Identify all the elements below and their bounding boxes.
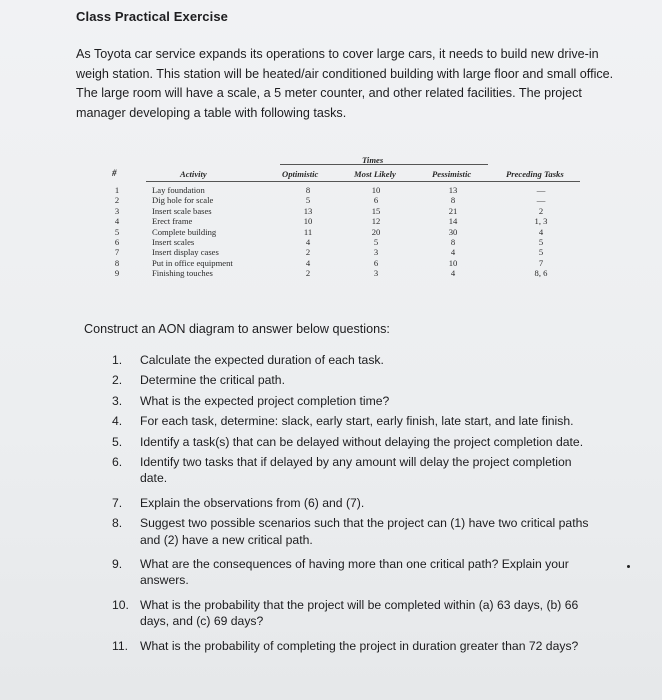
pessimistic-header: Pessimistic xyxy=(432,169,472,179)
row-activity: Insert scale bases xyxy=(152,205,212,216)
page-title: Class Practical Exercise xyxy=(76,9,229,24)
row-preceding: 5 xyxy=(538,247,544,258)
preceding-header: Preceding Tasks xyxy=(506,169,564,179)
row-activity: Dig hole for scale xyxy=(152,195,214,206)
row-preceding: 2 xyxy=(538,205,544,216)
construct-instruction: Construct an AON diagram to answer below questions: xyxy=(84,322,390,336)
row-optimistic: 4 xyxy=(305,257,311,268)
row-optimistic: 13 xyxy=(303,205,313,216)
row-optimistic: 4 xyxy=(305,237,311,247)
question-text: Suggest two possible scenarios such that the project can (1) have two critical paths and (2) have a new critical path. xyxy=(140,516,589,547)
question-item xyxy=(112,556,598,589)
row-index: 6 xyxy=(114,237,120,247)
row-most-likely: 6 xyxy=(373,257,379,268)
row-index: 1 xyxy=(114,185,120,195)
header-rule-times xyxy=(280,181,500,182)
row-optimistic: 11 xyxy=(303,226,313,237)
intro-paragraph: As Toyota car service expands its operations to cover large cars, it needs to build new drive-in weigh station. This station will be heated/air conditioned building with large floor and small office. The large room will have a scale, a 5 meter counter, and other related facilities. The project manager developing a table with following tasks. xyxy=(76,47,614,120)
question-text: What is the probability of completing the project in duration greater than 72 days? xyxy=(140,638,579,653)
question-item xyxy=(112,454,598,487)
question-number: 4. xyxy=(112,414,123,429)
row-preceding: 4 xyxy=(538,226,544,237)
row-pessimistic: 14 xyxy=(448,216,458,227)
row-preceding: — xyxy=(536,185,546,195)
question-number: 10. xyxy=(112,597,129,612)
question-text: Determine the critical path. xyxy=(140,373,285,388)
optimistic-header: Optimistic xyxy=(282,169,319,179)
question-text: Identify a task(s) that can be delayed without delaying the project completion date. xyxy=(140,434,584,449)
question-item xyxy=(112,597,598,630)
question-number: 8. xyxy=(112,516,123,531)
times-header: Times xyxy=(362,155,384,165)
row-optimistic: 8 xyxy=(305,185,311,195)
row-most-likely: 3 xyxy=(373,247,379,258)
question-number: 11. xyxy=(112,638,129,653)
row-most-likely: 12 xyxy=(371,216,381,227)
question-item xyxy=(112,413,598,429)
row-activity: Put in office equipment xyxy=(152,257,233,268)
question-text: What is the probability that the project will be completed within (a) 63 days, (b) 66 days, and (c) 69 days? xyxy=(140,597,579,629)
times-rule xyxy=(280,164,488,165)
header-rule-activity xyxy=(146,181,280,182)
row-most-likely: 10 xyxy=(371,185,381,195)
row-most-likely: 15 xyxy=(371,205,381,216)
row-preceding: 5 xyxy=(538,237,544,247)
row-preceding: 7 xyxy=(538,257,544,268)
row-pessimistic: 13 xyxy=(448,185,458,195)
row-activity: Insert scales xyxy=(152,237,195,247)
question-item xyxy=(112,638,598,654)
row-pessimistic: 10 xyxy=(448,257,458,268)
row-pessimistic: 4 xyxy=(450,247,456,258)
row-activity: Erect frame xyxy=(152,216,193,227)
stray-mark xyxy=(627,565,630,568)
row-optimistic: 10 xyxy=(303,216,313,227)
row-pessimistic: 30 xyxy=(448,226,458,237)
question-number: 2. xyxy=(112,373,123,388)
questions-list xyxy=(112,352,598,654)
row-index: 3 xyxy=(114,205,120,216)
question-number: 7. xyxy=(112,495,123,510)
row-index: 4 xyxy=(114,216,120,227)
question-text: For each task, determine: slack, early start, early finish, late start, and late finish. xyxy=(140,414,574,429)
row-most-likely: 6 xyxy=(373,195,379,206)
question-item xyxy=(112,393,598,409)
activity-header: Activity xyxy=(180,169,207,179)
question-text: Calculate the expected duration of each task. xyxy=(140,353,384,367)
question-number: 9. xyxy=(112,557,123,572)
row-index: 5 xyxy=(114,226,120,237)
row-activity: Complete building xyxy=(152,226,217,237)
row-index: 9 xyxy=(114,268,120,279)
row-index: 7 xyxy=(114,247,120,258)
row-preceding: 8, 6 xyxy=(534,268,548,279)
question-item xyxy=(112,495,598,511)
most-likely-header: Most Likely xyxy=(354,169,396,179)
row-index: 8 xyxy=(114,257,120,268)
question-text: Identify two tasks that if delayed by any amount will delay the project completion date. xyxy=(140,455,572,486)
row-most-likely: 5 xyxy=(373,237,379,247)
question-number: 1. xyxy=(112,353,123,367)
row-pessimistic: 8 xyxy=(450,195,456,206)
question-number: 3. xyxy=(112,393,123,408)
header-rule-pred xyxy=(500,181,580,182)
row-activity: Finishing touches xyxy=(152,268,213,279)
row-activity: Lay foundation xyxy=(152,185,205,195)
row-optimistic: 2 xyxy=(305,247,311,258)
question-number: 5. xyxy=(112,434,123,449)
task-table xyxy=(108,150,586,290)
question-item xyxy=(112,515,598,548)
row-pessimistic: 8 xyxy=(450,237,456,247)
row-most-likely: 3 xyxy=(373,268,379,279)
question-number: 6. xyxy=(112,455,123,470)
question-text: Explain the observations from (6) and (7). xyxy=(140,495,365,510)
row-pessimistic: 4 xyxy=(450,268,456,279)
row-optimistic: 2 xyxy=(305,268,311,279)
row-preceding: 1, 3 xyxy=(534,216,548,227)
row-pessimistic: 21 xyxy=(448,205,458,216)
question-item xyxy=(112,352,598,368)
row-index: 2 xyxy=(114,195,120,206)
question-item xyxy=(112,434,598,450)
row-preceding: — xyxy=(536,195,546,206)
question-text: What are the consequences of having more than one critical path? Explain your answers. xyxy=(140,557,569,588)
question-text: What is the expected project completion time? xyxy=(140,393,390,408)
row-activity: Insert display cases xyxy=(152,247,219,258)
row-most-likely: 20 xyxy=(371,226,381,237)
question-item xyxy=(112,372,598,388)
row-optimistic: 5 xyxy=(305,195,311,206)
index-header: # xyxy=(112,168,117,178)
